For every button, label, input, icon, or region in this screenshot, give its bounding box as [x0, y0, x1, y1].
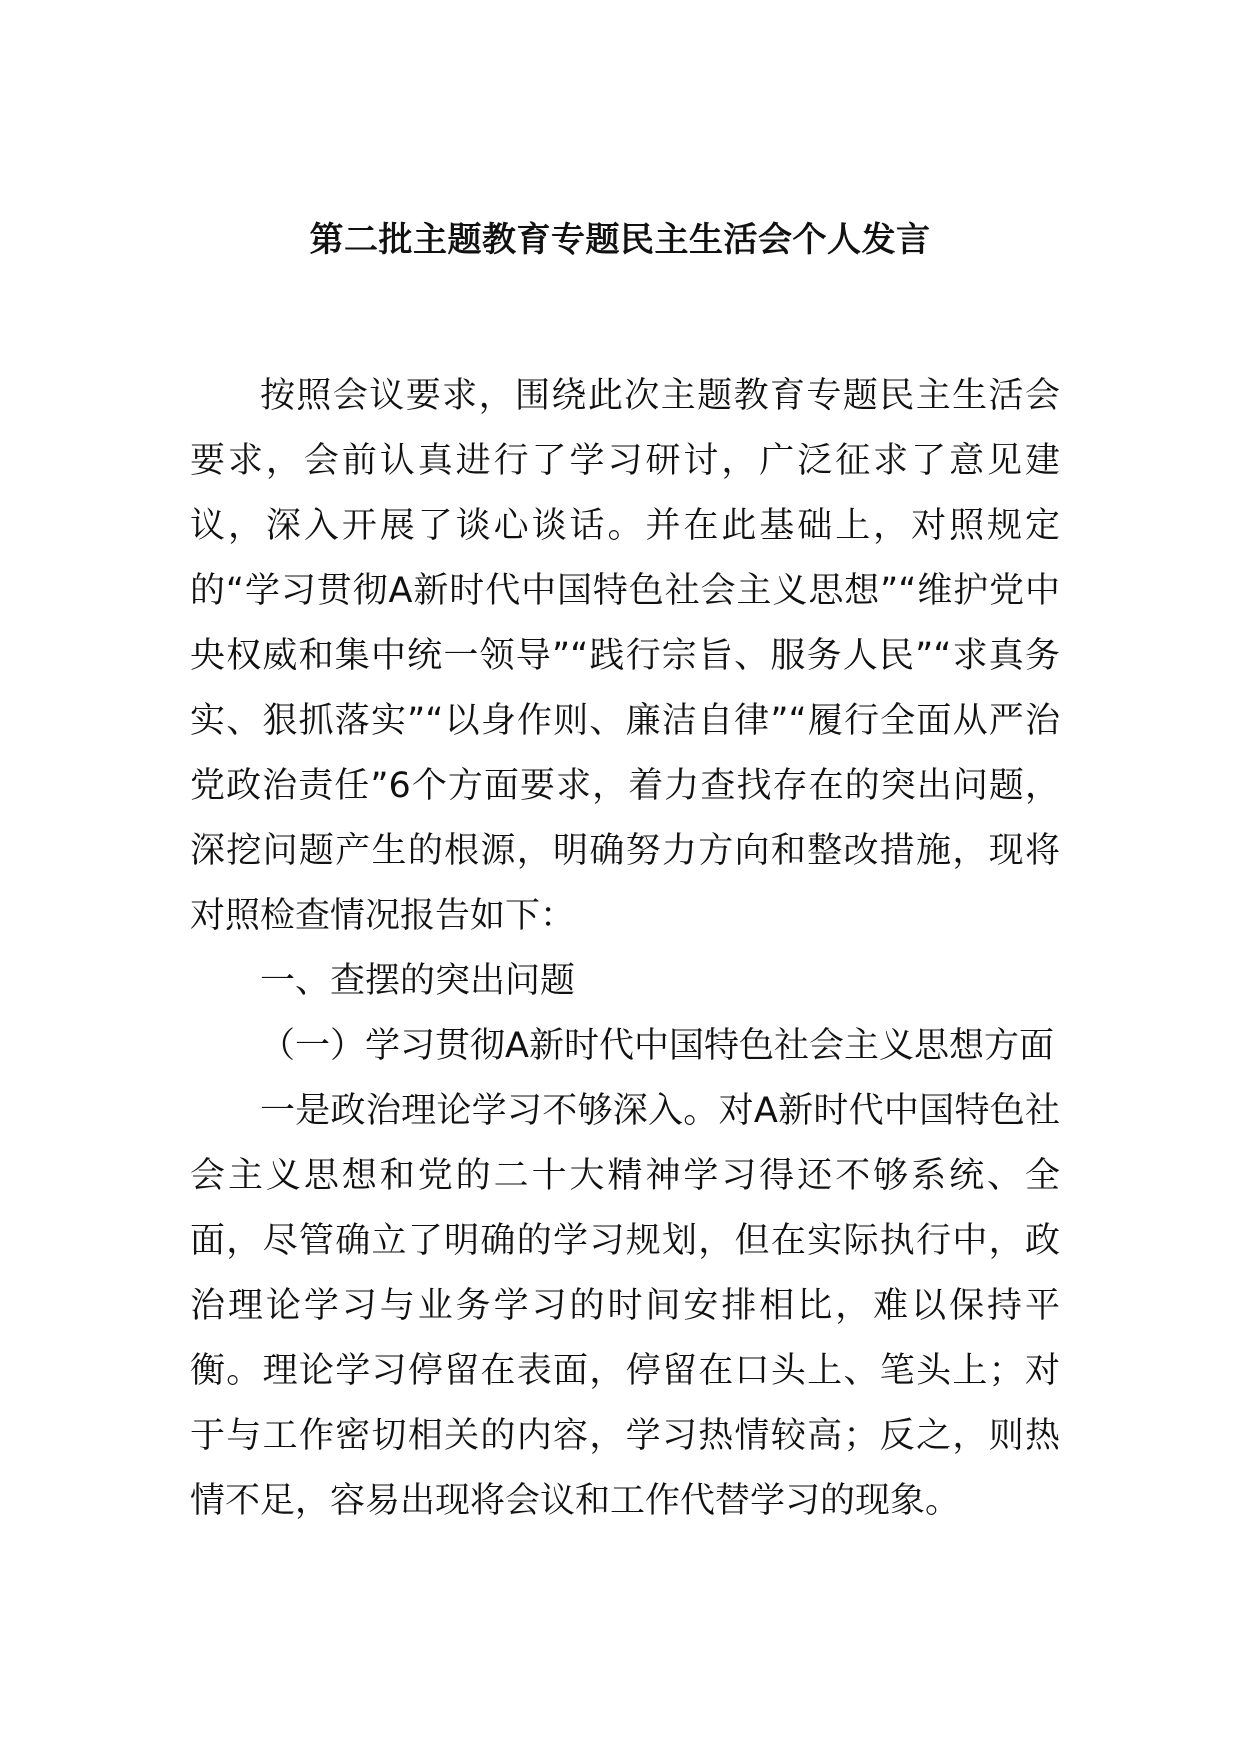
document-title: 第二批主题教育专题民主生活会个人发言 — [309, 220, 931, 260]
problem-paragraph: 一是政治理论学习不够深入。对A新时代中国特色社会主义思想和党的二十大精神学习得还不够系统、全面，尽管确立了明确的学习规划，但在实际执行中，政治理论学习与业务学习的时间安排相比，难以保持平衡。理论学习停留在表面，停留在口头上、笔头上；对于与工作密切相关的内容，学习热情较高；反之，则热情不足，容易出现将会议和工作代替学习的现象。 — [190, 1091, 1060, 1521]
document-body — [190, 364, 1060, 1534]
subsection-heading: （一）学习贯彻A新时代中国特色社会主义思想方面 — [260, 1026, 1054, 1066]
intro-paragraph: 按照会议要求，围绕此次主题教育专题民主生活会要求，会前认真进行了学习研讨，广泛征求了意见建议，深入开展了谈心谈话。并在此基础上，对照规定的“学习贯彻A新时代中国特色社会主义思想”“维护党中央权威和集中统一领导”“践行宗旨、服务人民”“求真务实、狠抓落实”“以身作则、廉洁自律”“履行全面从严治党政治责任”6个方面要求，着力查找存在的突出问题，深挖问题产生的根源，明确努力方向和整改措施，现将对照检查情况报告如下： — [190, 376, 1061, 936]
section-heading: 一、查摆的突出问题 — [260, 961, 576, 1001]
